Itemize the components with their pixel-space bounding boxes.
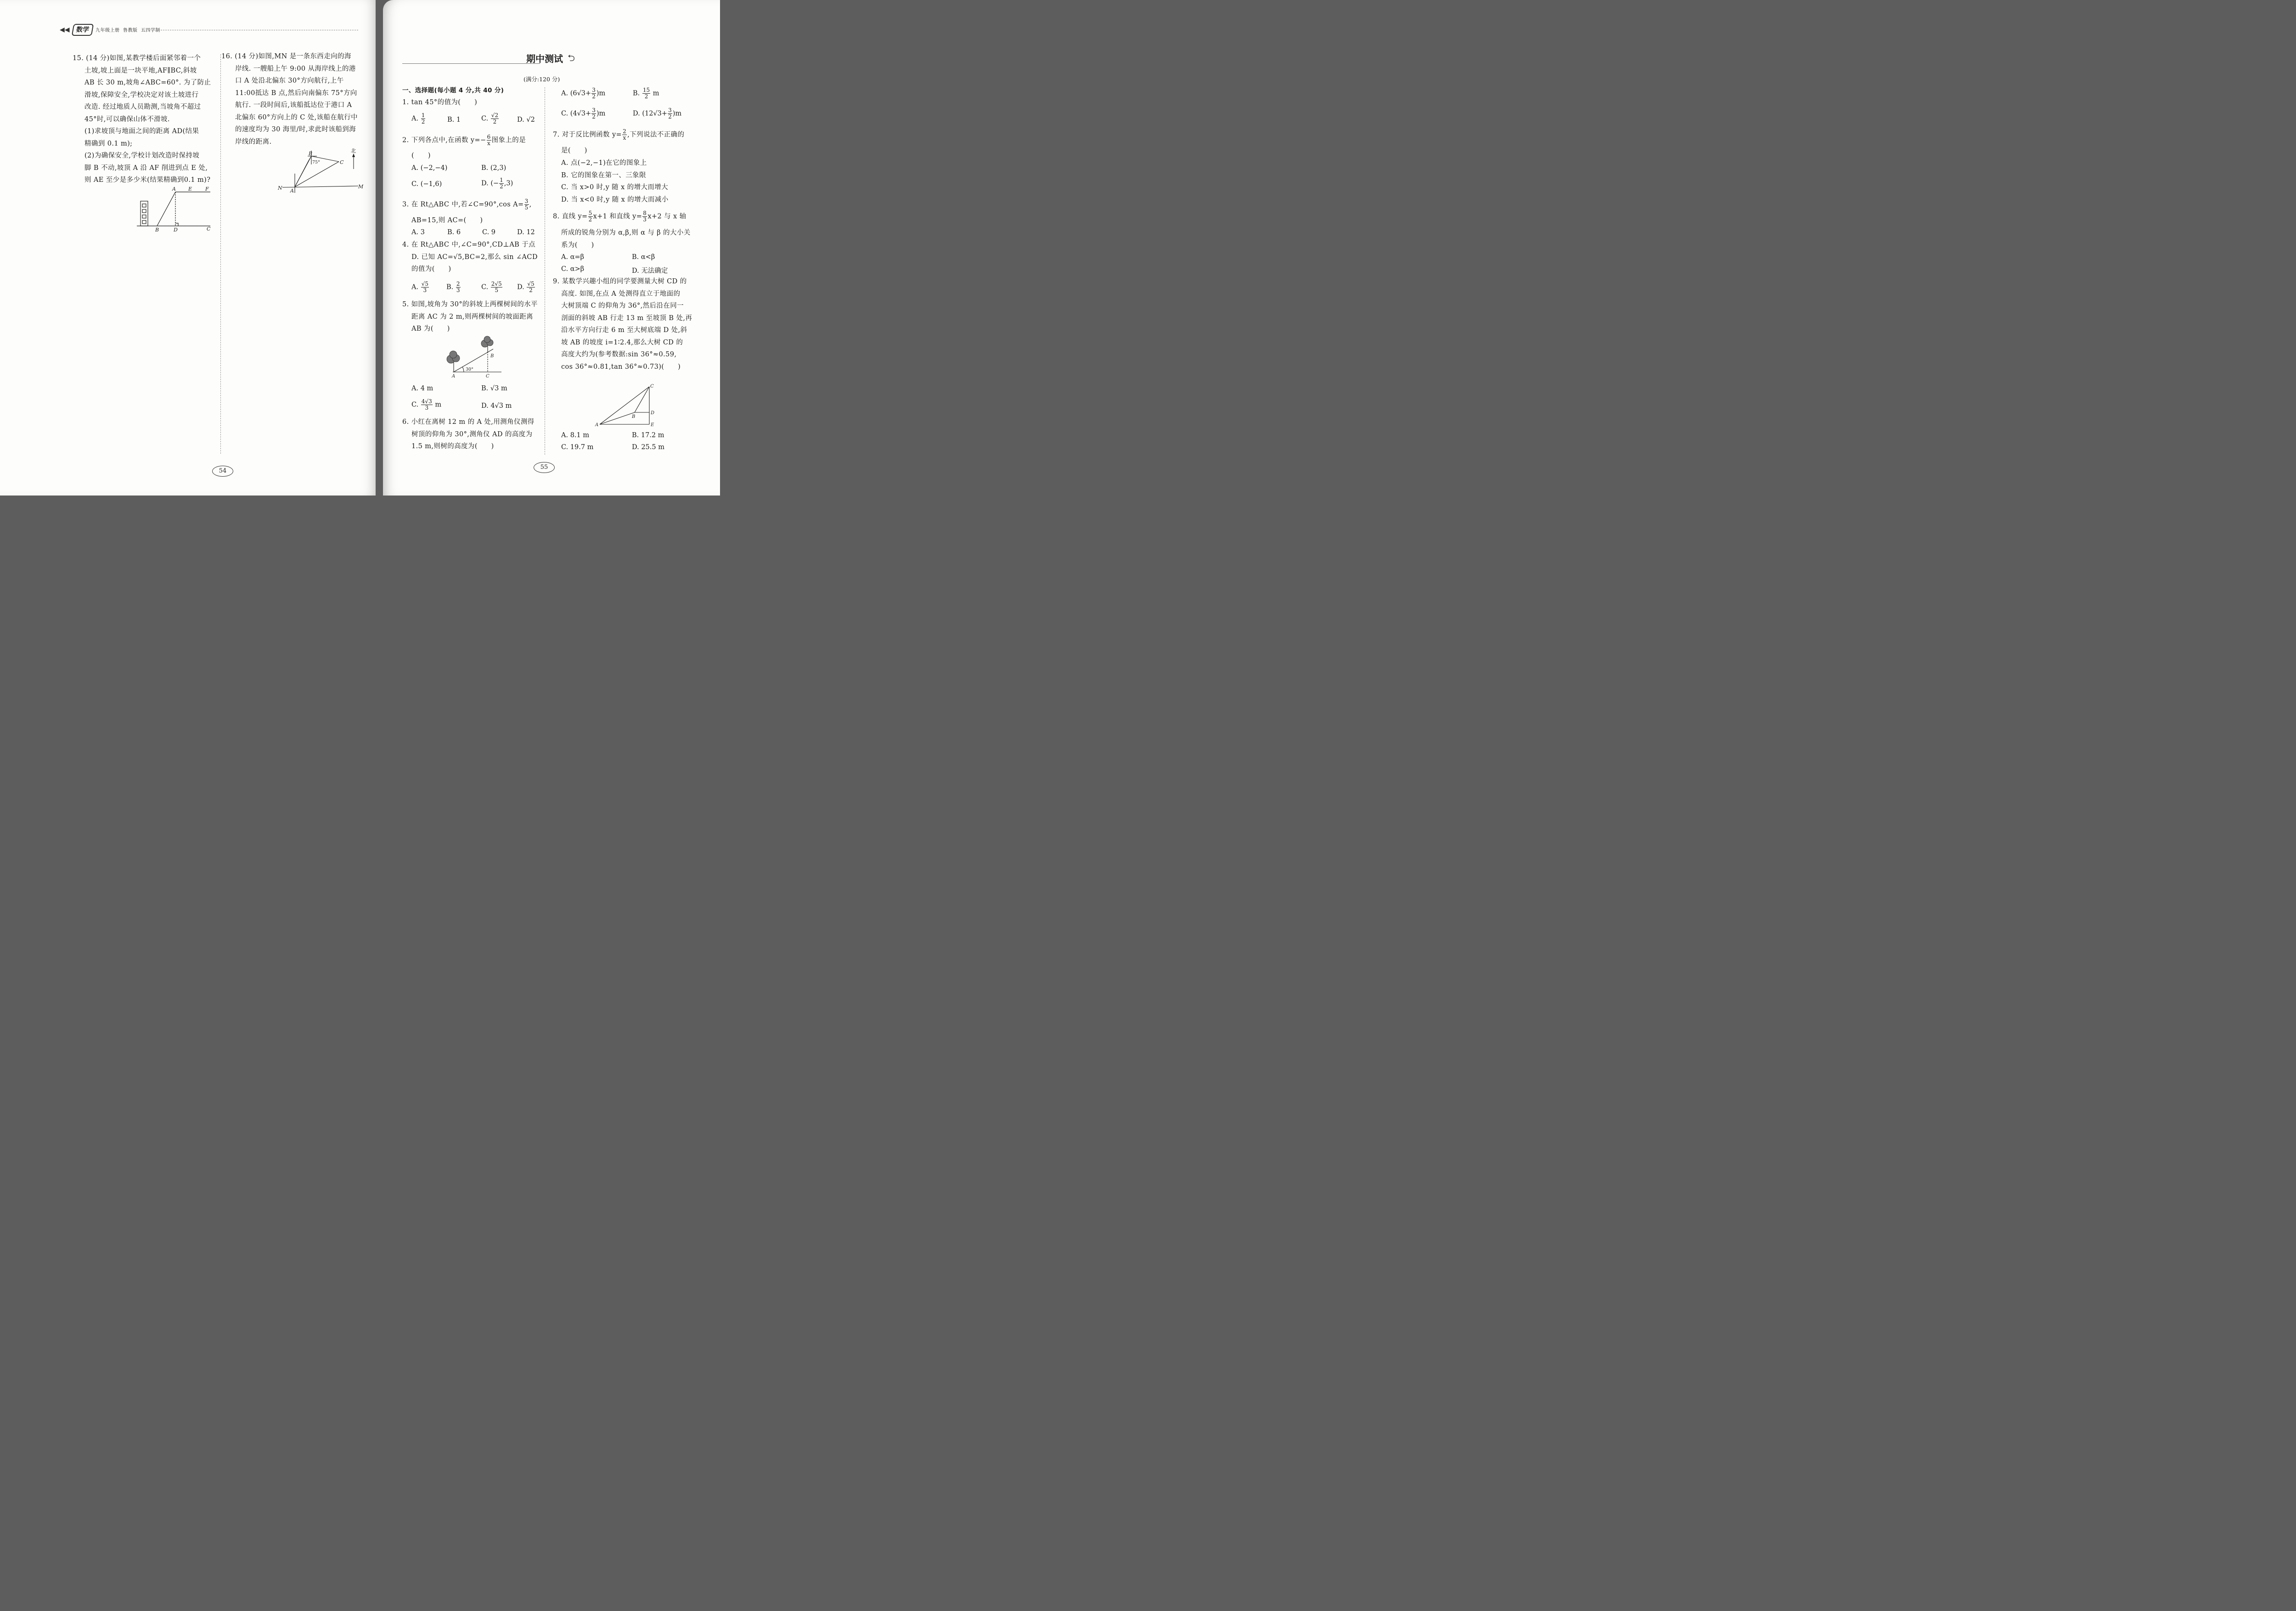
- header-info: [96, 26, 160, 33]
- q6-d-fraction: [668, 107, 672, 120]
- header-edition: 鲁教版: [123, 28, 138, 33]
- q15-label-F: F: [205, 186, 209, 192]
- q15-figure: [133, 184, 216, 235]
- q4-c-label: C.: [481, 283, 489, 291]
- q4-b-fraction: [456, 281, 461, 293]
- question-2: [402, 134, 526, 146]
- q1-option-b: B. 1: [447, 116, 461, 124]
- q1-c-num: √2: [491, 112, 499, 118]
- q7-stem-line2: 是( ): [561, 147, 587, 154]
- q6-d-num: 3: [668, 107, 672, 113]
- q6-c-fraction: [591, 107, 596, 120]
- q9-figure: [594, 382, 658, 429]
- q16-line: 16. (14 分)如图,MN 是一条东西走向的海: [221, 53, 351, 60]
- q4-c-den: 5: [495, 287, 499, 293]
- right-page: [383, 0, 720, 496]
- q8-fraction-1: [588, 210, 593, 223]
- q6-a-pre: A. (6√3+: [561, 90, 591, 97]
- tree-icon: [447, 351, 460, 363]
- q2-stem-line2: ( ): [411, 152, 431, 159]
- header-system: 五四学制: [141, 28, 160, 33]
- q8-stem-rest: [561, 227, 691, 251]
- q15-line: (2)为确保安全,学校计划改造时保持坡: [84, 152, 200, 159]
- question-15: [73, 52, 215, 186]
- q3-fraction: [524, 198, 529, 211]
- q3-stem-line2: AB=15,则 AC=( ): [411, 217, 483, 224]
- q4-d-den: 2: [529, 287, 533, 293]
- q6-a-fraction: [591, 87, 596, 100]
- header-logo-text: 数学: [75, 26, 90, 34]
- q9-label-A: A: [595, 422, 599, 428]
- q4-b-num: 2: [456, 281, 460, 287]
- page-number-right: 55: [534, 462, 555, 473]
- question-9: [553, 276, 704, 373]
- q1-c-fraction: [491, 113, 499, 125]
- q6-line: 树顶的仰角为 30°,测角仪 AD 的高度为: [411, 430, 533, 438]
- q7-num: 2: [623, 128, 627, 135]
- q5-figure: [444, 335, 504, 379]
- q9-line: 高度. 如图,在点 A 处测得直立于地面的: [561, 290, 681, 298]
- q6-b-num: 15: [642, 87, 650, 93]
- q9-line: 9. 某数学兴趣小组的同学要测量大树 CD 的: [553, 278, 687, 285]
- q4-b-label: B.: [446, 283, 454, 291]
- q8-line: 所成的锐角分别为 α,β,则 α 与 β 的大小关: [561, 229, 691, 237]
- q5-label-C: C: [486, 374, 490, 379]
- q2-d-den: 2: [500, 183, 503, 190]
- q15-line: 精确到 0.1 m);: [84, 140, 133, 147]
- q8-option-b: B. α<β: [632, 253, 655, 261]
- question-16: [221, 51, 361, 148]
- q9-option-b: B. 17.2 m: [632, 432, 664, 439]
- q15-label-C: C: [207, 226, 211, 232]
- q7-den: x: [623, 135, 626, 141]
- q4-line: D. 已知 AC=√5,BC=2,那么 sin ∠ACD: [411, 253, 538, 261]
- q2-stem-post: 图象上的是: [491, 136, 526, 144]
- q6-c-den: 2: [592, 113, 596, 120]
- q5-option-c: [411, 399, 441, 411]
- q8-f2-num: 8: [643, 210, 647, 216]
- q5-label-angle: 30°: [466, 367, 473, 372]
- q2-option-b: B. (2,3): [481, 164, 506, 172]
- q16-label-angle: 75°: [312, 160, 320, 165]
- q2-fraction: [487, 134, 491, 146]
- q3-num: 3: [524, 198, 529, 204]
- q6-option-b: [633, 87, 659, 100]
- q5-option-d: D. 4√3 m: [481, 402, 512, 410]
- q15-line: 45°时,可以确保山体不滑坡.: [84, 115, 170, 123]
- q2-option-d: [481, 177, 513, 190]
- q2-option-c: C. (−1,6): [411, 180, 442, 188]
- q15-label-D: D: [174, 227, 178, 233]
- q4-option-d: [517, 281, 535, 293]
- q16-line: 航行. 一段时间后,该船抵达位于港口 A: [235, 101, 352, 109]
- q9-option-d: D. 25.5 m: [632, 444, 664, 451]
- q5-line: 距离 AC 为 2 m,则两棵树间的坡面距离: [411, 313, 533, 321]
- column-divider: [220, 54, 221, 454]
- q16-figure: [276, 146, 367, 197]
- q8-stem-pre: 8. 直线 y=: [553, 213, 588, 220]
- q6-line: 1.5 m,则树的高度为( ): [411, 443, 494, 450]
- q9-line: 高度大约为(参考数据:sin 36°≈0.59,: [561, 351, 677, 358]
- q4-c-fraction: [491, 281, 502, 293]
- question-4: [402, 239, 540, 276]
- q16-label-A: A: [290, 188, 294, 194]
- q6-c-num: 3: [592, 107, 596, 113]
- q9-option-c: C. 19.7 m: [561, 444, 594, 451]
- q6-a-den: 2: [592, 93, 596, 100]
- north-arrow-icon: [352, 153, 355, 157]
- q5-option-b: B. √3 m: [481, 385, 507, 392]
- q3-option-b: B. 6: [447, 229, 461, 236]
- return-arrow-icon: ⮌: [568, 52, 575, 63]
- q5-c-label: C.: [411, 401, 419, 409]
- q5-c-fraction: [421, 399, 433, 411]
- q1-a-num: 1: [421, 112, 425, 118]
- q16-line: 口 A 处沿北偏东 30°方向航行,上午: [235, 77, 344, 84]
- q8-option-c: C. α>β: [561, 265, 585, 273]
- page-number-left: 54: [212, 466, 233, 477]
- q9-option-a: A. 8.1 m: [561, 432, 590, 439]
- q5-c-post: m: [435, 401, 442, 409]
- q3-stem-post: ,: [529, 201, 532, 208]
- q6-c-pre: C. (4√3+: [561, 110, 591, 118]
- q7-stem-pre: 7. 对于反比例函数 y=: [553, 131, 622, 139]
- q16-label-north: 北: [351, 148, 356, 154]
- q4-b-den: 3: [456, 287, 460, 293]
- question-5: [402, 299, 540, 335]
- q9-label-B: B: [632, 414, 636, 419]
- left-page: [0, 0, 376, 496]
- q9-label-D: D: [651, 411, 655, 416]
- q9-line: 沿水平方向行走 6 m 至大树底端 D 处,斜: [561, 327, 687, 334]
- q6-c-post: )m: [596, 110, 606, 118]
- q5-line: 5. 如图,坡角为 30°的斜坡上两棵树间的水平: [402, 301, 538, 308]
- q9-line: 剖面的斜坡 AB 行走 13 m 至坡顶 B 处,再: [561, 314, 692, 322]
- q16-line: 11:00抵达 B 点,然后向南偏东 75°方向: [235, 89, 357, 97]
- q15-label-A: A: [172, 186, 176, 192]
- q9-line: 大树顶端 C 的仰角为 36°,然后沿在同一: [561, 302, 684, 310]
- q2-d-fraction: [499, 177, 504, 190]
- title-rule: [402, 63, 540, 64]
- q9-line: 坡 AB 的坡度 i=1∶2.4,那么大树 CD 的: [561, 338, 683, 346]
- q5-label-B: B: [490, 354, 494, 359]
- q4-a-label: A.: [411, 283, 419, 291]
- question-3: [402, 198, 532, 211]
- q2-den: x: [487, 140, 491, 146]
- q3-option-a: A. 3: [411, 229, 425, 236]
- q6-d-pre: D. (12√3+: [633, 110, 668, 118]
- q8-f1-num: 5: [588, 210, 592, 216]
- question-1: 1. tan 45°的值为( ): [402, 99, 478, 106]
- q3-option-c: C. 9: [482, 229, 496, 236]
- q7-options: [561, 157, 669, 206]
- q15-line: 改造. 经过地质人员勘测,当坡角不超过: [84, 103, 201, 111]
- q9-label-C: C: [650, 384, 654, 389]
- page-title: 期中测试: [526, 53, 563, 64]
- q5-line: AB 为( ): [411, 325, 450, 332]
- q6-option-c: [561, 107, 605, 120]
- q9-line: cos 36°≈0.81,tan 36°≈0.73)( ): [561, 363, 681, 371]
- question-8: [553, 210, 686, 223]
- q4-line: 4. 在 Rt△ABC 中,∠C=90°,CD⊥AB 于点: [402, 241, 536, 248]
- q16-label-N: N: [278, 185, 282, 191]
- section-1-heading: 一、选择题(每小题 4 分,共 40 分): [402, 87, 504, 94]
- q8-line: 系为( ): [561, 241, 594, 249]
- q7-option-d: D. 当 x<0 时,y 随 x 的增大而减小: [561, 196, 669, 203]
- q6-a-num: 3: [592, 87, 596, 93]
- q1-c-den: 2: [493, 118, 497, 125]
- q8-f1-den: 2: [588, 216, 592, 223]
- q4-option-c: [481, 281, 503, 293]
- q4-d-fraction: [527, 281, 535, 293]
- q15-line: AB 长 30 m,坡角∠ABC=60°. 为了防止: [84, 79, 211, 86]
- q2-stem-pre: 2. 下列各点中,在函数 y=−: [402, 136, 486, 144]
- q1-c-label: C.: [481, 115, 489, 123]
- q6-b-post: m: [653, 90, 659, 97]
- q1-option-a: [411, 113, 426, 125]
- tree-icon: [481, 336, 493, 347]
- q3-den: 5: [524, 204, 529, 211]
- q1-a-label: A.: [411, 115, 419, 123]
- q7-option-b: B. 它的图象在第一、三象限: [561, 171, 646, 179]
- header-logo: [72, 24, 94, 36]
- q8-option-a: A. α=β: [561, 253, 585, 261]
- q4-option-a: [411, 281, 429, 293]
- q6-option-a: [561, 87, 605, 100]
- q6-a-post: )m: [596, 90, 606, 97]
- q3-option-d: D. 12: [517, 229, 535, 236]
- q9-label-E: E: [651, 422, 654, 428]
- header-arrow-icon: ◀◀: [60, 26, 70, 34]
- q7-fraction: [622, 129, 627, 141]
- q16-label-C: C: [340, 159, 344, 165]
- q6-d-den: 2: [668, 113, 672, 120]
- q4-option-b: [446, 281, 461, 293]
- q8-option-d: D. 无法确定: [632, 267, 668, 275]
- q6-b-fraction: [642, 87, 650, 100]
- q8-fraction-2: [642, 210, 647, 223]
- q2-d-pre: D. (−: [481, 180, 499, 187]
- q2-d-post: ,3): [504, 180, 513, 187]
- q1-a-fraction: [421, 113, 426, 125]
- q15-line: 土坡,坡上面是一块平地,AF∥BC,斜坡: [84, 67, 197, 74]
- q4-a-num: √5: [421, 281, 428, 287]
- q15-line: 滑坡,保障安全,学校决定对该土坡进行: [84, 91, 199, 99]
- q2-d-num: 1: [500, 177, 503, 183]
- q8-stem-mid: x+1 和直线 y=: [593, 213, 642, 220]
- q2-num: 6: [487, 134, 491, 140]
- q4-c-num: 2√5: [491, 281, 502, 287]
- q7-option-a: A. 点(−2,−1)在它的图象上: [561, 159, 647, 167]
- q15-line: (1)求坡顶与地面之间的距离 AD(结果: [84, 128, 199, 135]
- question-6: [402, 416, 540, 453]
- q7-stem-post: ,下列说法不正确的: [627, 131, 685, 139]
- q6-b-den: 2: [644, 93, 648, 100]
- q15-label-B: B: [155, 227, 159, 233]
- q16-label-B: B: [309, 151, 313, 157]
- q4-d-num: √5: [527, 281, 535, 287]
- q6-b-pre: B.: [633, 90, 640, 97]
- q5-c-den: 3: [425, 405, 429, 411]
- header-grade: 九年级上册: [96, 28, 120, 33]
- q4-a-den: 3: [423, 287, 427, 293]
- q1-a-den: 2: [421, 118, 425, 125]
- q16-label-M: M: [358, 184, 364, 190]
- q7-option-c: C. 当 x>0 时,y 随 x 的增大而增大: [561, 184, 669, 191]
- q16-line: 的速度均为 30 海里/时,求此时该船到海: [235, 126, 356, 133]
- q3-stem-pre: 3. 在 Rt△ABC 中,若∠C=90°,cos A=: [402, 201, 524, 208]
- q1-option-d: D. √2: [517, 116, 535, 124]
- q15-line: 则 AE 至少是多少米(结果精确到0.1 m)?: [84, 176, 211, 184]
- q1-option-c: [481, 113, 499, 125]
- q4-line: 的值为( ): [411, 265, 451, 273]
- q2-option-a: A. (−2,−4): [411, 164, 448, 172]
- q16-line: 岸线. 一艘船上午 9:00 从海岸线上的港: [235, 65, 356, 73]
- q6-d-post: )m: [672, 110, 682, 118]
- full-score: (满分:120 分): [523, 76, 560, 83]
- q15-label-E: E: [188, 186, 192, 192]
- q8-stem-post: x+2 与 x 轴: [647, 213, 687, 220]
- q5-c-num: 4√3: [421, 398, 432, 405]
- q6-line: 6. 小红在离树 12 m 的 A 处,用测角仪测得: [402, 418, 535, 426]
- q6-option-d: [633, 107, 681, 120]
- q15-line: 15. (14 分)如图,某教学楼后面紧邻着一个: [73, 55, 201, 62]
- q5-label-A: A: [452, 374, 456, 379]
- question-7: [553, 129, 684, 141]
- q4-d-label: D.: [517, 283, 524, 291]
- q16-line: 岸线的距离.: [235, 138, 272, 146]
- q5-option-a: A. 4 m: [411, 385, 433, 392]
- q15-line: 脚 B 不动,坡顶 A 沿 AF 削进到点 E 处,: [84, 164, 208, 172]
- q8-f2-den: 3: [643, 216, 647, 223]
- q16-line: 北偏东 60°方向上的 C 处,该船在航行中: [235, 113, 358, 121]
- q4-a-fraction: [421, 281, 429, 293]
